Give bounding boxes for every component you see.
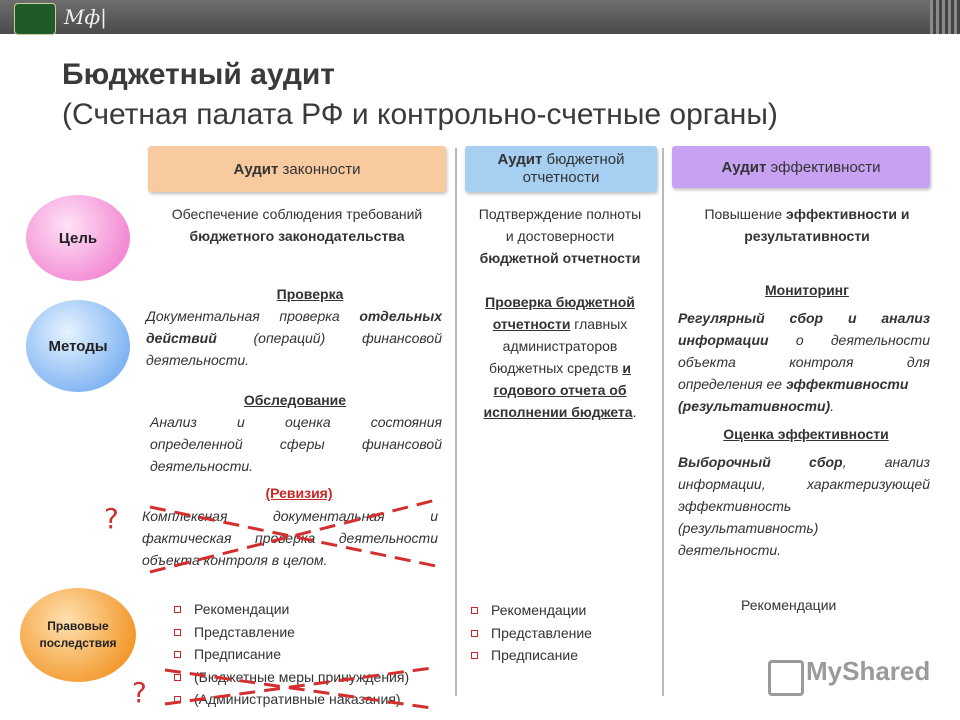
row-label-goal: Цель xyxy=(26,195,130,281)
list-item: Предписание xyxy=(469,644,592,667)
row-label-legal: Правовые последствия xyxy=(20,588,136,682)
list-item: Представление xyxy=(469,622,592,645)
question-mark: ? xyxy=(104,502,119,535)
list-item: (Бюджетные меры принуждения) xyxy=(172,666,409,689)
crossout-line xyxy=(150,507,436,566)
goal-reporting: Подтверждение полноты и достоверности бюджетной отчетности xyxy=(478,206,642,266)
method-monitoring-title: Мониторинг xyxy=(765,282,849,298)
crossout-line xyxy=(165,670,432,708)
list-item: Представление xyxy=(172,621,409,644)
method-evaluation-text: Выборочный сбор, анализ информации, характеризующей эффективность (результативность) деятельности. xyxy=(678,454,931,558)
question-mark: ? xyxy=(132,676,147,709)
goal-efficiency: Повышение эффективности и результативности xyxy=(704,206,910,244)
page-subtitle: (Счетная палата РФ и контрольно-счетные органы) xyxy=(62,98,778,131)
method-check-text: Документальная проверка отдельных действий (операций) финансовой деятельности. xyxy=(146,308,442,368)
crossout-line xyxy=(150,500,436,572)
column-header-reporting: Аудит бюджетной отчетности xyxy=(465,146,657,192)
method-evaluation-title: Оценка эффективности xyxy=(723,426,889,442)
method-check-title: Проверка xyxy=(276,286,344,302)
method-revision-title: (Ревизия) xyxy=(265,485,333,501)
method-revision-text: Комплексная документальная и фактическая проверка деятельности объекта контроля в целом. xyxy=(142,508,438,568)
watermark-text: MyShared xyxy=(806,656,931,686)
crossout-line xyxy=(165,668,432,704)
goal-legality: Обеспечение соблюдения требований бюджетного законодательства xyxy=(171,206,423,244)
list-item: Предписание xyxy=(172,643,409,666)
page-title: Бюджетный аудит xyxy=(62,58,336,91)
method-survey-title: Обследование xyxy=(243,392,347,408)
logo-text: Мф| xyxy=(64,5,107,29)
column-header-legality: Аудит законности xyxy=(148,146,446,192)
list-item: (Административные наказания) xyxy=(172,688,409,711)
method-reporting-text: Проверка бюджетной отчетности главных администраторов бюджетных средств и годового отчета об исполнении бюджета. xyxy=(483,294,637,420)
legal-efficiency: Рекомендации xyxy=(741,597,837,613)
watermark-icon xyxy=(768,660,804,696)
method-survey-text: Анализ и оценка состояния определенной сферы финансовой деятельности. xyxy=(150,414,442,474)
method-monitoring-text: Регулярный сбор и анализ информации о деятельности объекта контроля для определения ее эффективности (результативности). xyxy=(678,310,930,414)
column-header-efficiency: Аудит эффективности xyxy=(672,146,930,188)
list-item: Рекомендации xyxy=(469,599,592,622)
list-item: Рекомендации xyxy=(172,598,409,621)
row-label-methods: Методы xyxy=(26,300,130,392)
